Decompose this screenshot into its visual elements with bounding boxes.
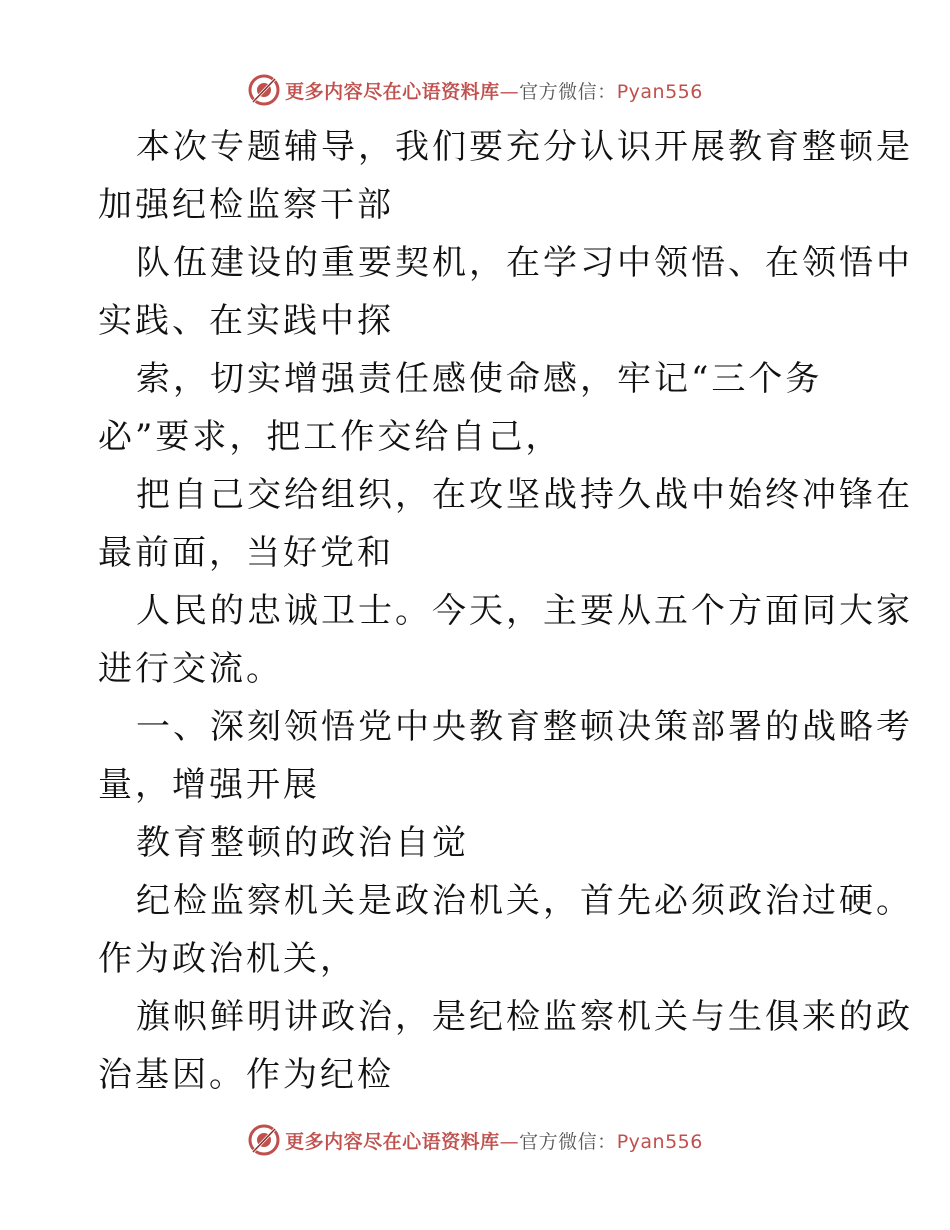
- body-line: 治基因。作为纪检: [98, 1055, 394, 1095]
- body-line: 索，切实增强责任感使命感，牢记“三个务: [136, 359, 823, 399]
- footer-banner: [0, 1122, 950, 1158]
- footer-dash: —: [499, 1130, 520, 1153]
- footer-wechat-id: Pyan556: [616, 1130, 703, 1153]
- body-line: 队伍建设的重要契机，在学习中领悟、在领悟中: [136, 243, 913, 283]
- document-body: [98, 118, 913, 1104]
- section-heading-line: 量，增强开展: [98, 765, 320, 805]
- body-line: 本次专题辅导，我们要充分认识开展教育整顿是: [136, 127, 913, 167]
- body-line: 进行交流。: [98, 649, 283, 689]
- footer-official-label: 官方微信：: [519, 1130, 617, 1153]
- section-heading-line: 教育整顿的政治自觉: [136, 823, 469, 863]
- footer-brand: 更多内容尽在心语资料库: [285, 1130, 500, 1153]
- header-banner: [0, 72, 950, 108]
- header-dash: —: [499, 80, 520, 103]
- body-line: 加强纪检监察干部: [98, 185, 394, 225]
- body-line: 实践、在实践中探: [98, 301, 394, 341]
- header-wechat-id: Pyan556: [616, 80, 703, 103]
- header-official-label: 官方微信：: [519, 80, 617, 103]
- body-line: 纪检监察机关是政治机关，首先必须政治过硬。: [136, 881, 913, 921]
- footer-text: [285, 1127, 703, 1154]
- header-brand: 更多内容尽在心语资料库: [285, 80, 500, 103]
- body-line: 最前面，当好党和: [98, 533, 394, 573]
- body-line: 必”要求，把工作交给自己，: [98, 417, 563, 457]
- body-line: 人民的忠诚卫士。今天，主要从五个方面同大家: [136, 591, 913, 631]
- quill-pen-logo-icon: [247, 1123, 281, 1157]
- body-line: 旗帜鲜明讲政治，是纪检监察机关与生俱来的政: [136, 997, 913, 1037]
- section-heading-line: 一、深刻领悟党中央教育整顿决策部署的战略考: [136, 707, 913, 747]
- header-text: [285, 77, 703, 104]
- quill-pen-logo-icon: [247, 73, 281, 107]
- body-line: 把自己交给组织，在攻坚战持久战中始终冲锋在: [136, 475, 913, 515]
- body-line: 作为政治机关，: [98, 939, 357, 979]
